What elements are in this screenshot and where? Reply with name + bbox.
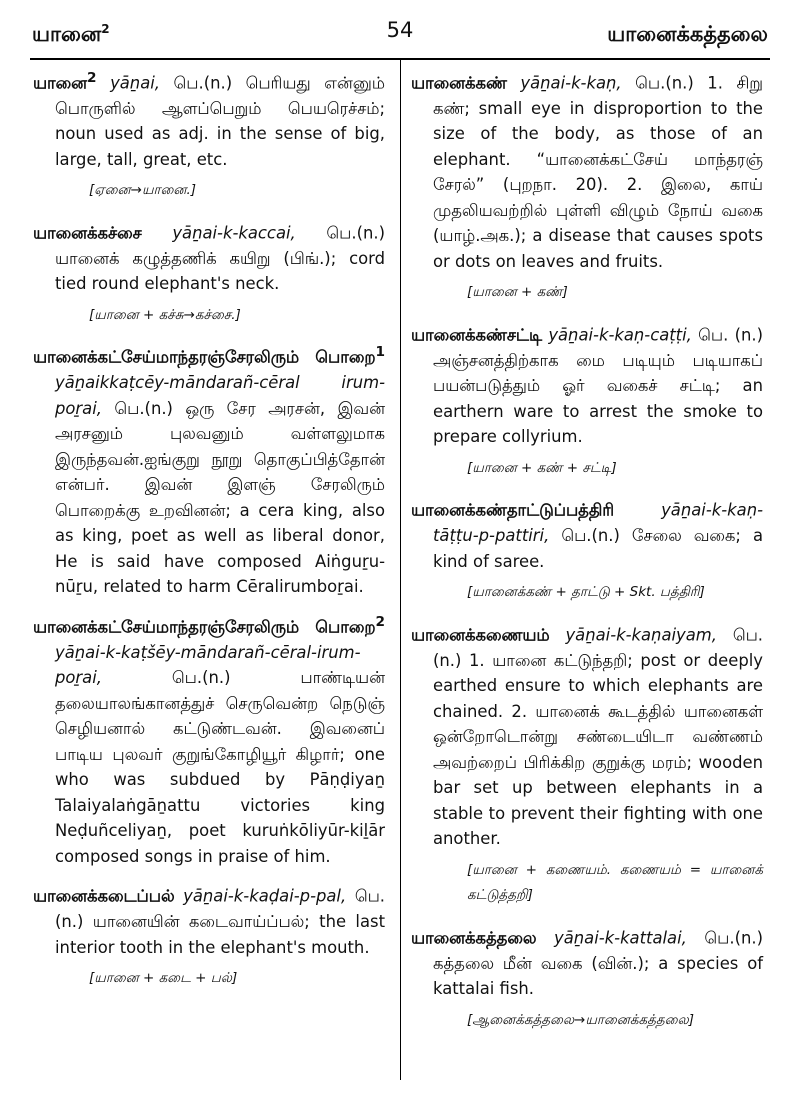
headword: யானைக்கண் — [411, 73, 507, 93]
etymology: [யானைக்கண் + தாட்டு + Skt. பத்திரி] — [467, 584, 705, 601]
transliteration: yāṉai-k-kaṭšēy-māndarañ-cēral-irum-poṟai, — [55, 642, 361, 688]
dictionary-entry — [411, 493, 763, 605]
dictionary-entry — [33, 879, 385, 991]
transliteration: yāṉai-k-kaṇ, — [520, 73, 622, 93]
etymology: [யானை + கடை + பல்] — [89, 970, 238, 987]
etymology: [யானை + கண் + சட்டி] — [467, 459, 617, 476]
headword: யானைக்கண்சட்டி — [411, 325, 543, 345]
etymology: [யானை + கண்] — [467, 284, 568, 301]
dictionary-entry — [411, 66, 763, 306]
headword: யானைக்கட்சேய்மாந்தரஞ்சேரலிரும் பொறை — [33, 617, 376, 637]
transliteration: yāṉai-k-kaḍai-p-pal, — [183, 886, 347, 906]
definition: பெ.(n.) 1. சிறு கண்; small eye in disproportion to the size of the body, as those of an elephant. “யானைக்கட்சேய் மாந்தரஞ் சேரல்” (புறநா. 20). 2. இலை, காய் முதலியவற்றில் புள்ளி விழும் நோய் வகை (யாழ்.அக.); a disease that causes spots or dots on leaves and fruits. — [433, 73, 764, 271]
headword: யானை — [33, 73, 88, 93]
dictionary-entry — [411, 921, 763, 1033]
dictionary-entry — [33, 66, 385, 204]
definition: பெ. (n.) அஞ்சனத்திற்காக மை படியும் படியாகப் பயன்படுத்தும் ஓர் வகைச் சட்டி; an earthern ware to arrest the smoke to prepare collyrium. — [433, 325, 764, 447]
headword: யானைக்கத்தலை — [411, 928, 537, 948]
headword-superscript: 2 — [375, 613, 385, 630]
etymology: [ஆனைக்கத்தலை→யானைக்கத்தலை] — [467, 1011, 694, 1028]
dictionary-entry — [33, 340, 385, 599]
definition: பெ.(n.) யானைக் கழுத்தணிக் கயிறு (பிங்.); cord tied round elephant's neck. — [55, 223, 385, 294]
headword: யானைக்கடைப்பல் — [33, 886, 175, 906]
transliteration: yāṉai-k-kattalai, — [554, 928, 687, 948]
dictionary-entry — [411, 318, 763, 481]
transliteration: yāṉai, — [110, 73, 161, 93]
headword-superscript: 2 — [87, 70, 97, 86]
dictionary-entry — [33, 610, 385, 869]
right-column — [411, 66, 763, 1045]
definition: பெ.(n.) பெரியது என்னும் பொருளில் ஆளப்பெறும் பெயரெச்சம்; noun used as adj. in the sense of big, large, tall, great, etc. — [55, 73, 385, 169]
header-left-guideword: யானை$^2$ — [32, 22, 110, 46]
left-column — [33, 66, 385, 1004]
page-number: 54 — [386, 18, 414, 42]
dictionary-entry — [411, 618, 763, 909]
headword-superscript: 1 — [375, 344, 385, 361]
transliteration: yāṉai-k-kaṇ-caṭṭi, — [548, 325, 692, 345]
transliteration: yāṉai-k-kaṇ-tāṭṭu-p-pattiri, — [433, 500, 763, 546]
headword: யானைக்கட்சேய்மாந்தரஞ்சேரலிரும் பொறை — [33, 347, 376, 367]
headword: யானைக்கணையம் — [411, 625, 550, 645]
dictionary-entry — [33, 216, 385, 328]
etymology: [ஏனை→யானை.] — [89, 182, 197, 199]
transliteration: yāṉaikkaṭcēy-māndarañ-cēral irum-poṟai, — [55, 373, 385, 418]
headword: யானைக்கண்தாட்டுப்பத்திரி — [411, 500, 615, 520]
transliteration: yāṉai-k-kaṇaiyam, — [565, 625, 717, 645]
definition: பெ.(n.) சேலை வகை; a kind of saree. — [433, 526, 763, 571]
definition: பெ.(n.) கத்தலை மீன் வகை (வின்.); a species of kattalai fish. — [433, 928, 763, 999]
etymology: [யானை + கணையம். கணையம் = யானைக் கட்டுத்தறி] — [467, 861, 763, 904]
etymology: [யானை + கச்சு→கச்சை.] — [89, 306, 241, 323]
definition: பெ.(n.) யானையின் கடைவாய்ப்பல்; the last interior tooth in the elephant's mouth. — [55, 886, 385, 957]
column-divider — [400, 58, 401, 1080]
page-header — [0, 0, 800, 60]
definition: பெ.(n.) பாண்டியன் தலையாலங்கானத்துச் செருவென்ற நெடுஞ் செழியனால் கட்டுண்டவன். இவனைப் பாடிய புலவர் குறுங்கோழியூர் கிழார்; one who was subdued by Pāṇḍiyaṉ Talaiyalaṅgāṉattu victories king Neḍuñceliyaṉ, poet kuruṅkōliyūr-kiḻār composed songs in praise of him. — [55, 668, 385, 866]
transliteration: yāṉai-k-kaccai, — [172, 223, 296, 243]
header-right-guideword: யானைக்கத்தலை — [607, 22, 768, 46]
headword: யானைக்கச்சை — [33, 223, 142, 243]
definition: பெ.(n.) ஒரு சேர அரசன், இவன் அரசனும் புலவனும் வள்ளலுமாக இருந்தவன்.ஐங்குறு நூறு தொகுப்பித்தோன் என்பர். இவன் இளஞ் சேரலிரும் பொறைக்கு உறவினன்; a cera king, also as king, poet as well as liberal donor, He is said have composed Aiṅguṟu-nūṟu, related to harm Cēralirumboṟai. — [55, 398, 385, 597]
definition: பெ.(n.) 1. யானை கட்டுந்தறி; post or deeply earthed ensure to which elephants are chained. 2. யானைக் கூடத்தில் யானைகள் ஒன்றோடொன்று சண்டையிடா வண்ணம் அவற்றைப் பிரிக்கிற குறுக்கு மரம்; wooden bar set up between elephants in a stable to prevent their fighting with one another. — [433, 625, 763, 849]
